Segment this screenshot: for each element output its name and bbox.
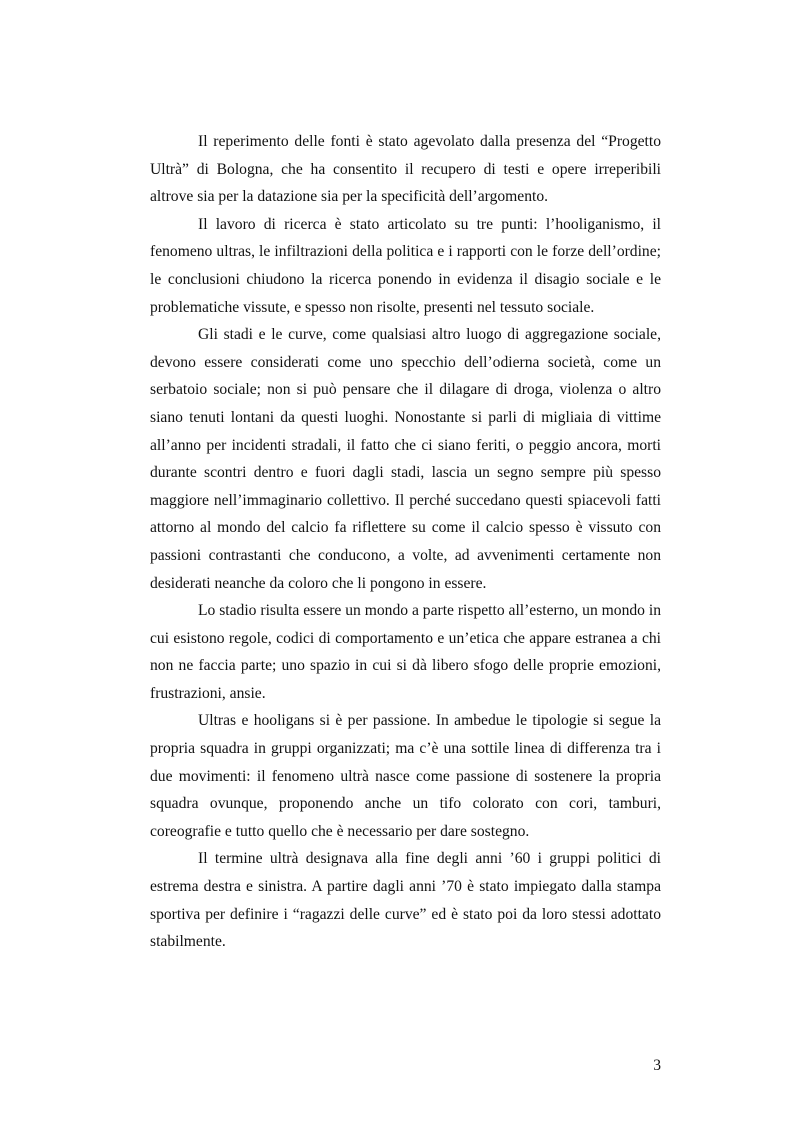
paragraph-research-structure: Il lavoro di ricerca è stato articolato su tre punti: l’hooliganismo, il fenomeno ultras, le infiltrazioni della politica e i rapporti con le forze dell’ordine; le conclusioni chiudono la ricerca ponendo in evidenza il disagio sociale e le problematiche vissute, e spesso non risolte, presenti nel tessuto sociale. [150,215,661,316]
paragraph-sources: Il reperimento delle fonti è stato agevolato dalla presenza del “Progetto Ultrà” di Bologna, che ha consentito il recupero di testi e opere irreperibili altrove sia per la datazione sia per la specificità dell’argomento. [150,133,661,206]
body-text [150,128,661,956]
page-number: 3 [653,1057,661,1074]
paragraph-term-ultra: Il termine ultrà designava alla fine degli anni ’60 i gruppi politici di estrema destra e sinistra. A partire dagli anni ’70 è stato impiegato dalla stampa sportiva per definire i “ragazzi delle curve” ed è stato poi da loro stessi adottato stabilmente. [150,850,661,951]
paragraph-stadiums-society: Gli stadi e le curve, come qualsiasi altro luogo di aggregazione sociale, devono essere considerati come uno specchio dell’odierna società, come un serbatoio sociale; non si può pensare che il dilagare di droga, violenza o altro siano tenuti lontani da questi luoghi. Nonostante si parli di migliaia di vittime all’anno per incidenti stradali, il fatto che ci siano feriti, o peggio ancora, morti durante scontri dentro e fuori dagli stadi, lascia un segno sempre più spesso maggiore nell’immaginario collettivo. Il perché succedano questi spiacevoli fatti attorno al mondo del calcio fa riflettere su come il calcio spesso è vissuto con passioni contrastanti che conducono, a volte, ad avvenimenti certamente non desiderati neanche da coloro che li pongono in essere. [150,326,661,592]
paragraph-ultras-hooligans: Ultras e hooligans si è per passione. In ambedue le tipologie si segue la propria squadra in gruppi organizzati; ma c’è una sottile linea di differenza tra i due movimenti: il fenomeno ultrà nasce come passione di sostenere la propria squadra ovunque, proponendo anche un tifo colorato con cori, tamburi, coreografie e tutto quello che è necessario per dare sostegno. [150,712,661,840]
paragraph-stadium-world: Lo stadio risulta essere un mondo a parte rispetto all’esterno, un mondo in cui esistono regole, codici di comportamento e un’etica che appare estranea a chi non ne faccia parte; uno spazio in cui si dà libero sfogo delle proprie emozioni, frustrazioni, ansie. [150,602,661,702]
